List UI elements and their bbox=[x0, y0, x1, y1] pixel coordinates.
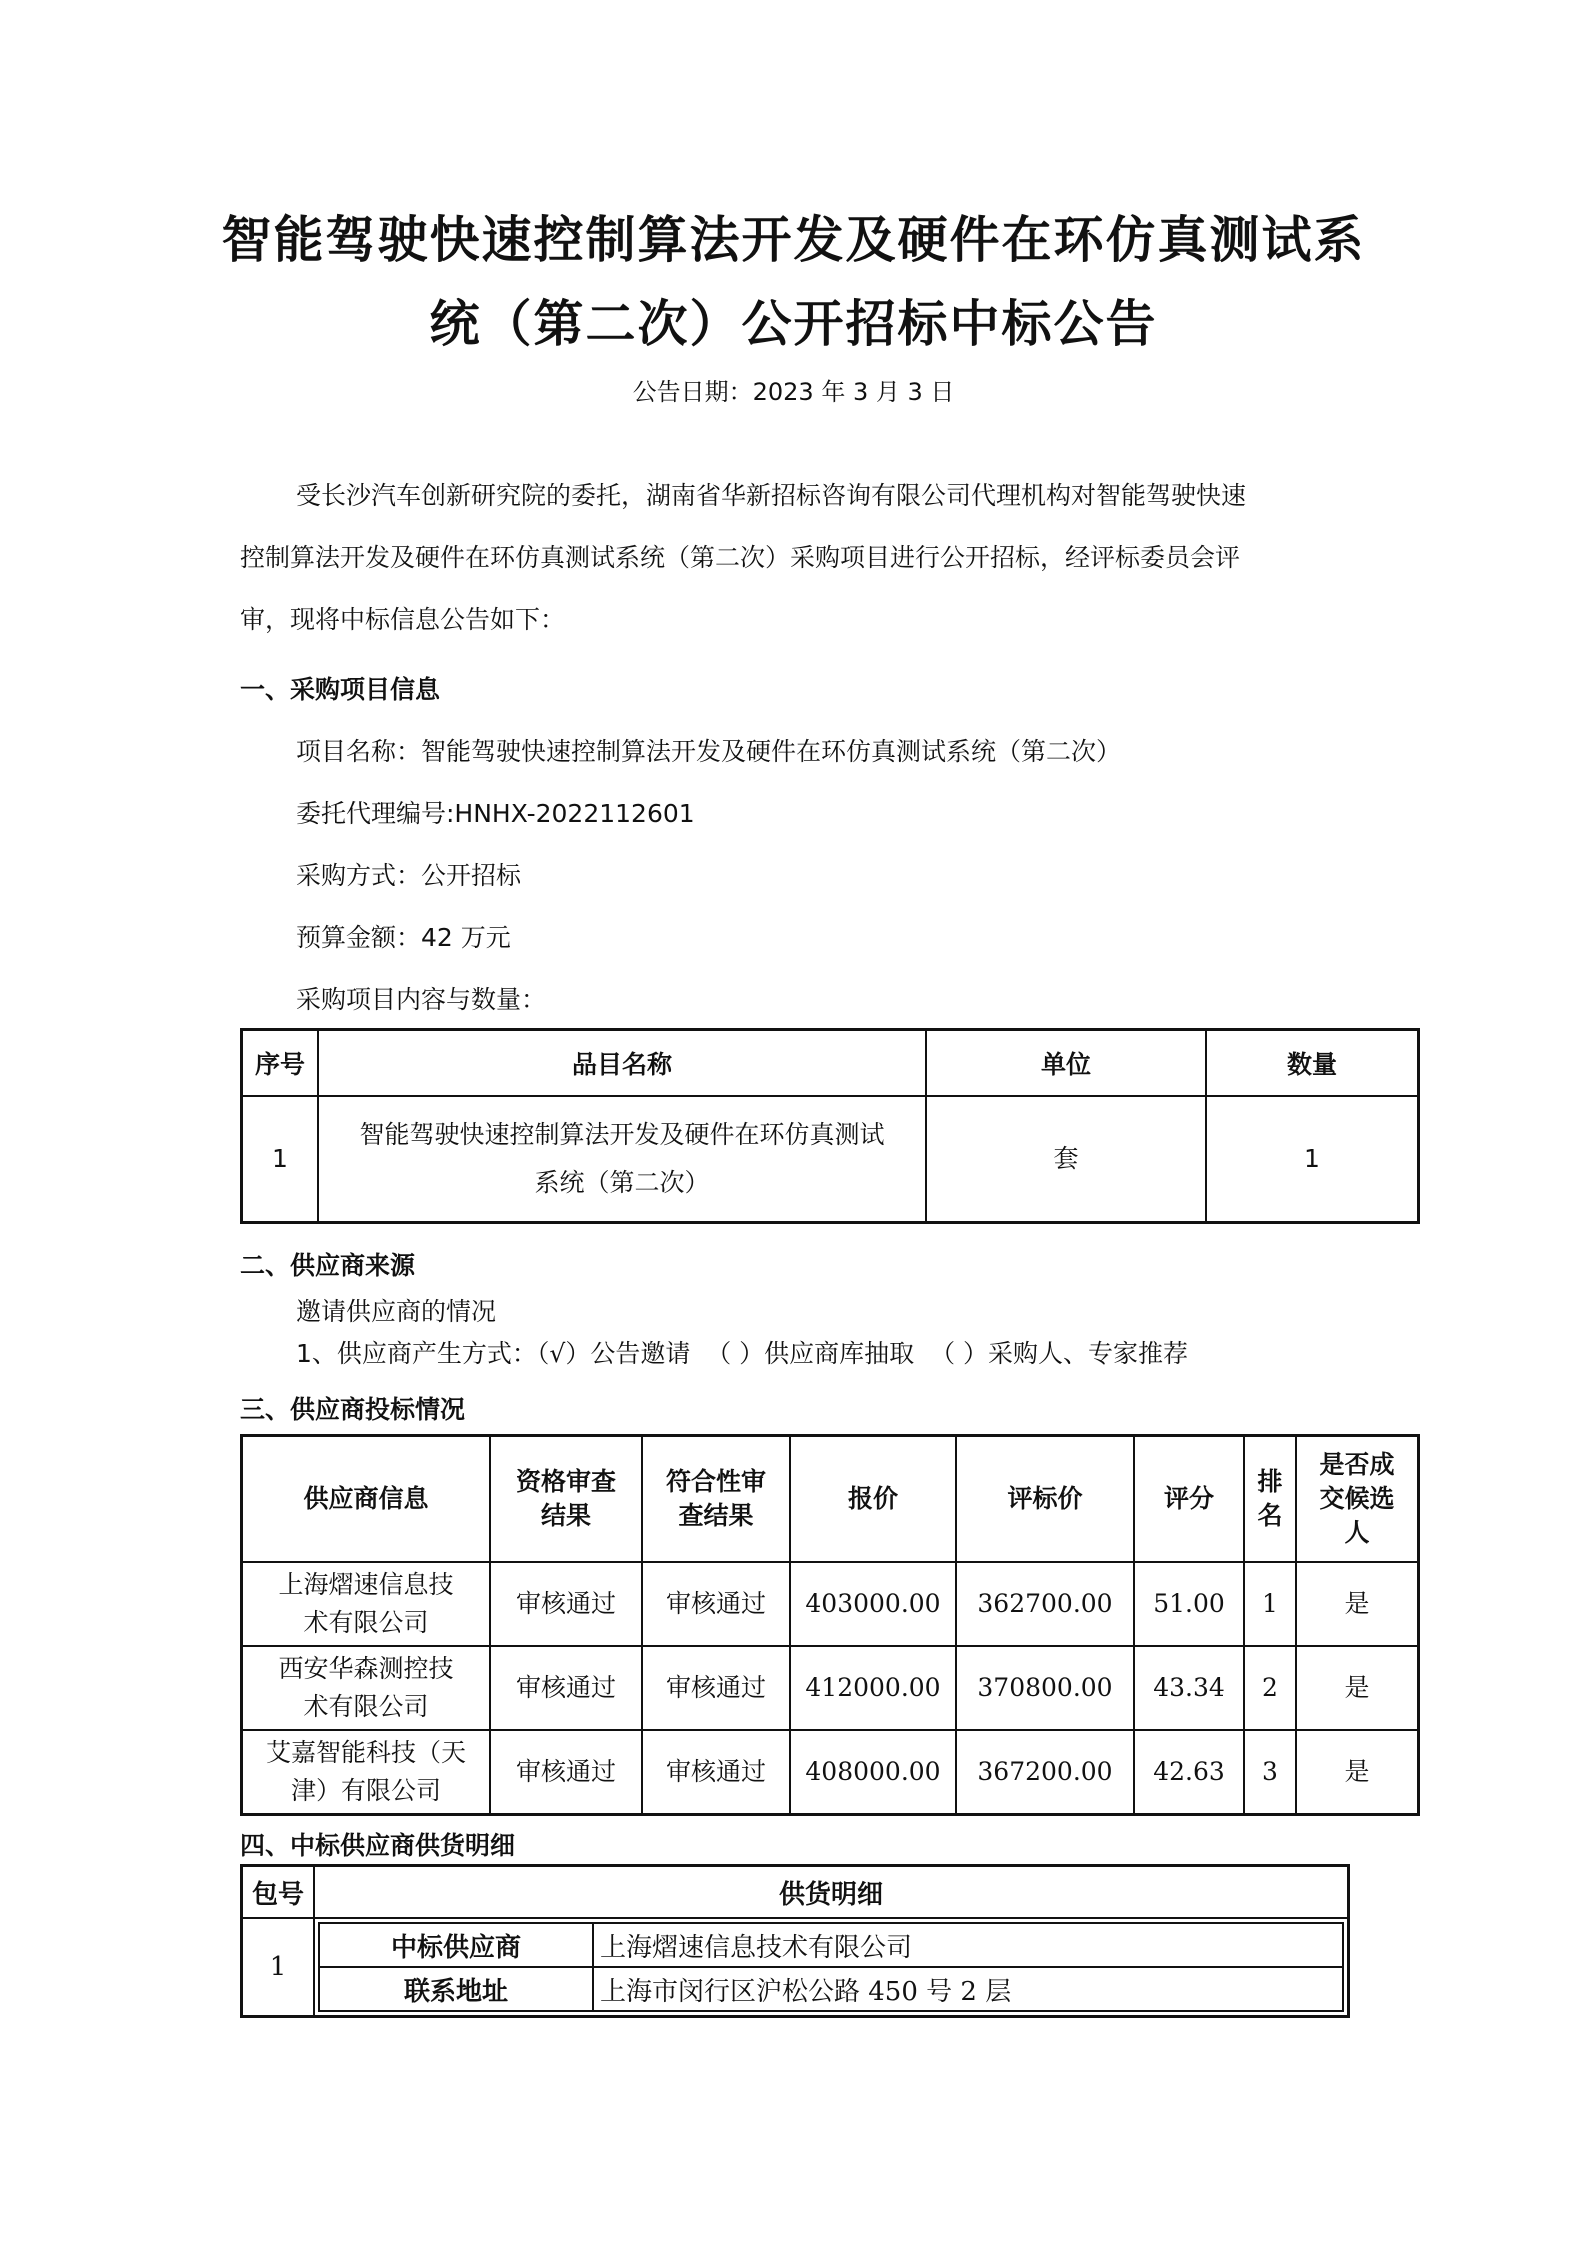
budget-amount: 预算金额：42 万元 bbox=[296, 923, 511, 952]
address-value: 上海市闵行区沪松公路 450 号 2 层 bbox=[593, 1967, 1343, 2011]
rank: 1 bbox=[1244, 1562, 1296, 1646]
score: 43.34 bbox=[1134, 1646, 1244, 1730]
title-line-1: 智能驾驶快速控制算法开发及硬件在环仿真测试系 bbox=[221, 210, 1366, 269]
header-conformity-line-1: 符合性审 bbox=[665, 1467, 766, 1496]
rank: 3 bbox=[1244, 1730, 1296, 1815]
table-row bbox=[242, 1918, 1349, 2017]
header-conformity-line-2: 查结果 bbox=[678, 1501, 754, 1530]
supplier-name-line-2: 术有限公司 bbox=[303, 1608, 429, 1637]
supply-detail-inner-table bbox=[318, 1922, 1344, 2012]
section-1-heading: 一、采购项目信息 bbox=[240, 675, 441, 704]
header-item-name: 品目名称 bbox=[318, 1030, 926, 1097]
winner-label: 中标供应商 bbox=[319, 1923, 593, 1967]
header-eval-price: 评标价 bbox=[956, 1436, 1134, 1563]
qualification-result: 审核通过 bbox=[490, 1730, 642, 1815]
conformity-result: 审核通过 bbox=[642, 1646, 790, 1730]
winner-row bbox=[319, 1923, 1343, 1967]
item-name bbox=[318, 1096, 926, 1223]
procurement-method: 采购方式：公开招标 bbox=[296, 861, 522, 890]
item-quantity: 1 bbox=[1206, 1096, 1419, 1223]
section-2-heading: 二、供应商来源 bbox=[240, 1251, 416, 1280]
eval-price: 367200.00 bbox=[956, 1730, 1134, 1815]
header-rank-line-1: 排 bbox=[1257, 1467, 1283, 1496]
header-rank-line-2: 名 bbox=[1257, 1501, 1283, 1530]
header-qualification bbox=[490, 1436, 642, 1563]
announcement-date: 公告日期：2023 年 3 月 3 日 bbox=[632, 378, 955, 406]
content-label: 采购项目内容与数量： bbox=[296, 985, 547, 1014]
address-row bbox=[319, 1967, 1343, 2011]
header-unit: 单位 bbox=[926, 1030, 1206, 1097]
header-quantity: 数量 bbox=[1206, 1030, 1419, 1097]
supply-detail-table bbox=[240, 1864, 1350, 2018]
header-candidate bbox=[1296, 1436, 1419, 1563]
bid-price: 412000.00 bbox=[790, 1646, 956, 1730]
header-candidate-line-2: 交候选 bbox=[1319, 1484, 1395, 1513]
supplier-name-line-1: 西安华森测控技 bbox=[278, 1654, 454, 1683]
table-header-row bbox=[242, 1436, 1419, 1563]
supplier-name-line-1: 艾嘉智能科技（天 bbox=[265, 1738, 466, 1767]
supplier-name-line-2: 术有限公司 bbox=[303, 1692, 429, 1721]
item-no: 1 bbox=[242, 1096, 319, 1223]
section-4-heading: 四、中标供应商供货明细 bbox=[240, 1831, 516, 1860]
bidding-table bbox=[240, 1434, 1420, 1816]
header-package-no: 包号 bbox=[242, 1866, 315, 1919]
header-supplier: 供应商信息 bbox=[242, 1436, 491, 1563]
title-line-2: 统（第二次）公开招标中标公告 bbox=[429, 294, 1158, 353]
procurement-items-table bbox=[240, 1028, 1420, 1224]
item-name-line-1: 智能驾驶快速控制算法开发及硬件在环仿真测试 bbox=[359, 1120, 885, 1149]
is-candidate: 是 bbox=[1296, 1562, 1419, 1646]
rank: 2 bbox=[1244, 1646, 1296, 1730]
supplier-source-label: 邀请供应商的情况 bbox=[296, 1297, 497, 1326]
supplier-name bbox=[242, 1730, 491, 1815]
table-header-row bbox=[242, 1866, 1349, 1919]
header-candidate-line-3: 人 bbox=[1344, 1518, 1370, 1547]
table-row bbox=[242, 1096, 1419, 1223]
header-qualification-line-1: 资格审查 bbox=[515, 1467, 616, 1496]
table-row bbox=[242, 1730, 1419, 1815]
bid-price: 408000.00 bbox=[790, 1730, 956, 1815]
header-score: 评分 bbox=[1134, 1436, 1244, 1563]
supplier-source-method: 1、供应商产生方式：（√）公告邀请 （ ）供应商库抽取 （ ）采购人、专家推荐 bbox=[296, 1339, 1189, 1368]
eval-price: 362700.00 bbox=[956, 1562, 1134, 1646]
header-candidate-line-1: 是否成 bbox=[1319, 1450, 1395, 1479]
supplier-name bbox=[242, 1646, 491, 1730]
conformity-result: 审核通过 bbox=[642, 1730, 790, 1815]
project-name: 项目名称：智能驾驶快速控制算法开发及硬件在环仿真测试系统（第二次） bbox=[296, 737, 1122, 766]
qualification-result: 审核通过 bbox=[490, 1646, 642, 1730]
table-row bbox=[242, 1562, 1419, 1646]
header-conformity bbox=[642, 1436, 790, 1563]
header-supply-detail: 供货明细 bbox=[314, 1866, 1349, 1919]
is-candidate: 是 bbox=[1296, 1646, 1419, 1730]
header-rank bbox=[1244, 1436, 1296, 1563]
agency-code: 委托代理编号:HNHX-2022112601 bbox=[296, 799, 695, 828]
intro-paragraph-line-1: 受长沙汽车创新研究院的委托，湖南省华新招标咨询有限公司代理机构对智能驾驶快速 bbox=[296, 481, 1247, 510]
score: 42.63 bbox=[1134, 1730, 1244, 1815]
qualification-result: 审核通过 bbox=[490, 1562, 642, 1646]
is-candidate: 是 bbox=[1296, 1730, 1419, 1815]
table-header-row bbox=[242, 1030, 1419, 1097]
table-row bbox=[242, 1646, 1419, 1730]
header-price: 报价 bbox=[790, 1436, 956, 1563]
intro-paragraph-line-3: 审，现将中标信息公告如下： bbox=[240, 605, 566, 634]
supplier-name-line-2: 津）有限公司 bbox=[290, 1776, 441, 1805]
package-no: 1 bbox=[242, 1918, 315, 2017]
intro-paragraph-line-2: 控制算法开发及硬件在环仿真测试系统（第二次）采购项目进行公开招标，经评标委员会评 bbox=[240, 543, 1241, 572]
supplier-name-line-1: 上海熠速信息技 bbox=[278, 1570, 454, 1599]
eval-price: 370800.00 bbox=[956, 1646, 1134, 1730]
conformity-result: 审核通过 bbox=[642, 1562, 790, 1646]
address-label: 联系地址 bbox=[319, 1967, 593, 2011]
supplier-name bbox=[242, 1562, 491, 1646]
bid-price: 403000.00 bbox=[790, 1562, 956, 1646]
winner-value: 上海熠速信息技术有限公司 bbox=[593, 1923, 1343, 1967]
section-3-heading: 三、供应商投标情况 bbox=[240, 1395, 466, 1424]
score: 51.00 bbox=[1134, 1562, 1244, 1646]
header-no: 序号 bbox=[242, 1030, 319, 1097]
item-name-line-2: 系统（第二次） bbox=[534, 1168, 710, 1197]
header-qualification-line-2: 结果 bbox=[540, 1501, 591, 1530]
supply-detail-cell bbox=[314, 1918, 1349, 2017]
item-unit: 套 bbox=[926, 1096, 1206, 1223]
